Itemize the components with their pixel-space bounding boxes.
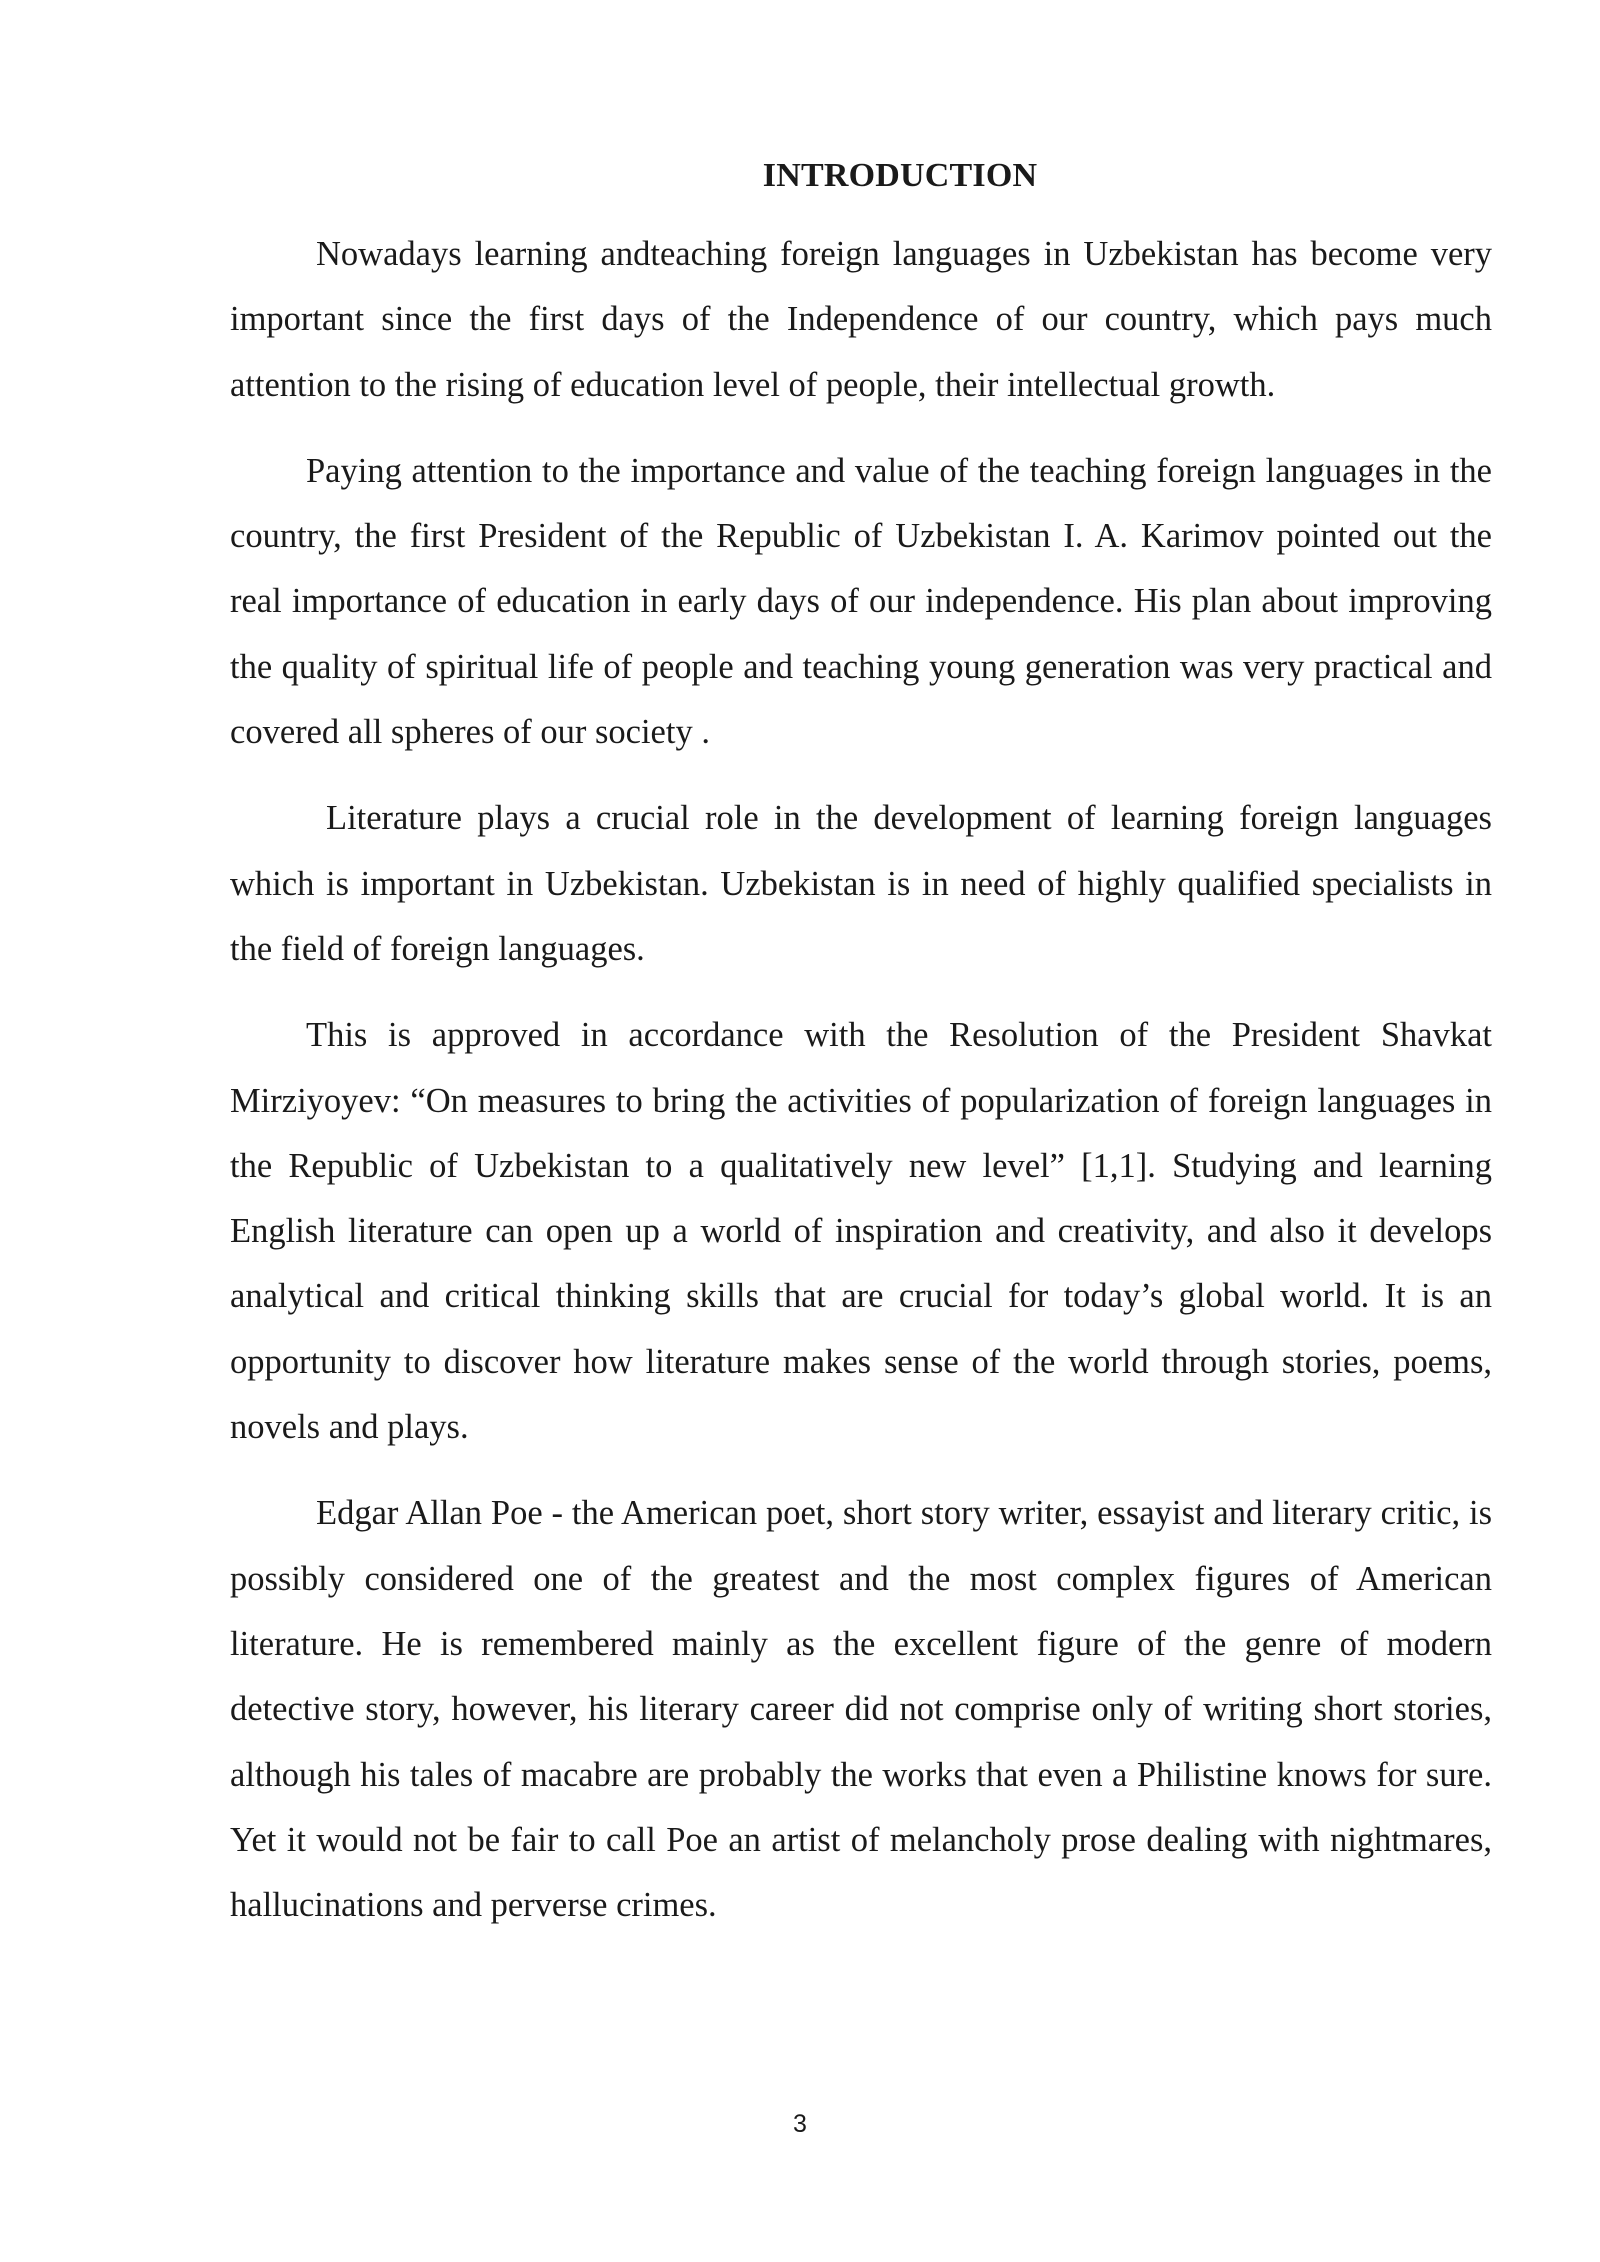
paragraph-karimov: Paying attention to the importance and value of the teaching foreign languages in the country, the first President of the Republic of Uzbekistan I. A. Karimov pointed out the real importance of education in early days of our independence. His plan about improving the quality of spiritual life of people and teaching young generation was very practical and covered all spheres of our society . [230, 451, 1492, 752]
paragraph-edgar-allan-poe: Edgar Allan Poe - the American poet, short story writer, essayist and literary critic, is possibly considered one of the greatest and the most complex figures of American literature. He is remembered mainly as the excellent figure of the genre of modern detective story, however, his literary career did not comprise only of writing short stories, although his tales of macabre are probably the works that even a Philistine knows for sure. Yet it would not be fair to call Poe an artist of melancholy prose dealing with nightmares, hallucinations and perverse crimes. [230, 1494, 1492, 1925]
page-title: INTRODUCTION [762, 157, 1038, 194]
paragraph-resolution: This is approved in accordance with the Resolution of the President Shavkat Mirziyoyev: “On measures to bring the activities of popularization of foreign languages in the Republic of Uzbekistan to a qualitatively new level” [1,1]. Studying and learning English literature can open up a world of inspiration and creativity, and also it develops analytical and critical thinking skills that are crucial for today’s global world. It is an opportunity to discover how literature makes sense of the world through stories, poems, novels and plays. [230, 1016, 1492, 1447]
paragraph-language-learning: Nowadays learning andteaching foreign languages in Uzbekistan has become very important since the first days of the Independence of our country, which pays much attention to the rising of education level of people, their intellectual growth. [230, 235, 1492, 404]
page-number: 3 [793, 2110, 807, 2138]
paragraph-literature-role: Literature plays a crucial role in the development of learning foreign languages which is important in Uzbekistan. Uzbekistan is in need of highly qualified specialists in the field of foreign languages. [230, 799, 1492, 968]
document-body [230, 222, 1492, 1959]
